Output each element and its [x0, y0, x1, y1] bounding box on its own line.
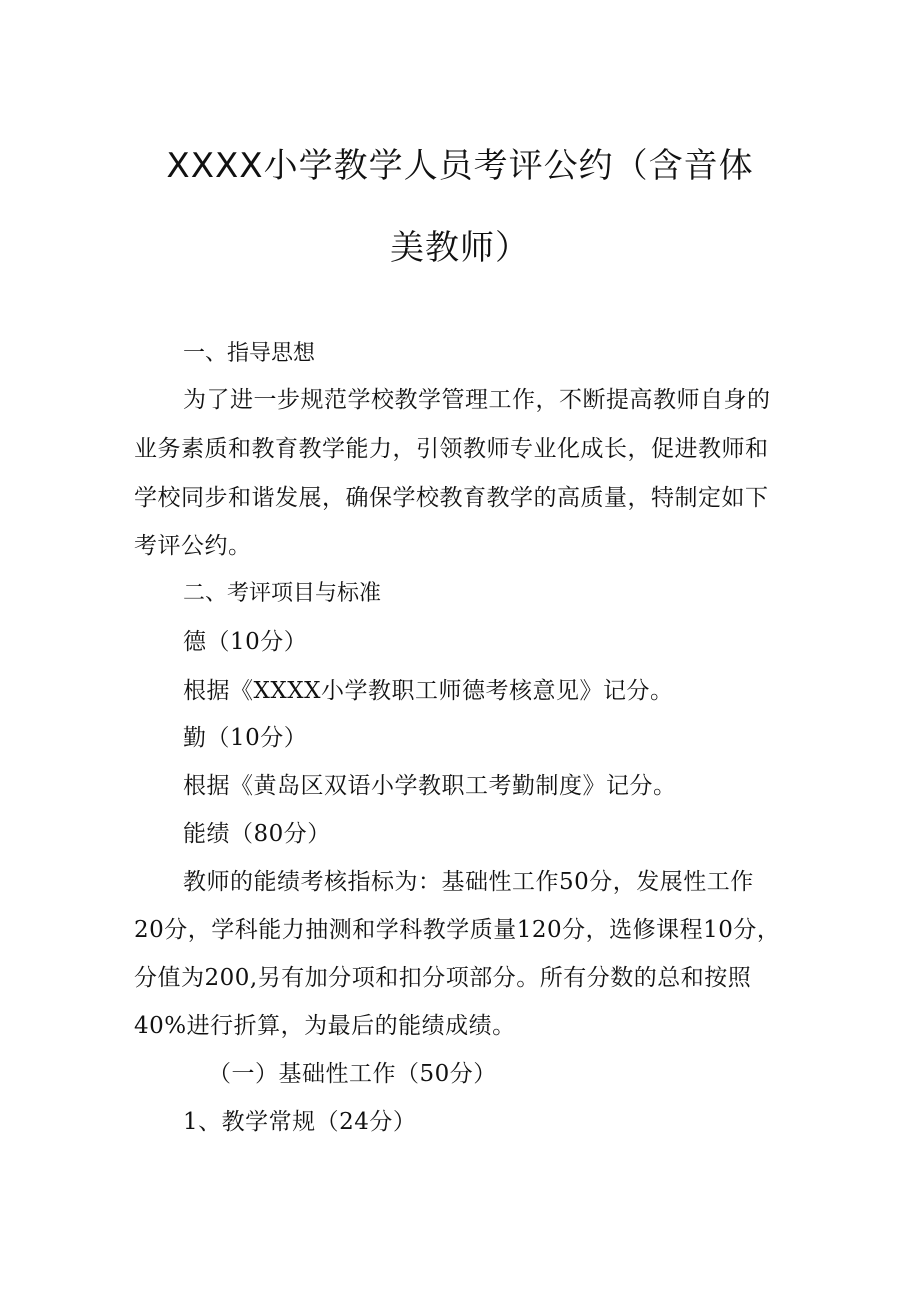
item-text-de: 根据《XXXX小学教职工师德考核意见》记分。: [183, 678, 674, 704]
item-label-de: 德（10分）: [183, 629, 308, 655]
document-title-line-2: 美教师）: [390, 228, 530, 268]
paragraph-line: 分值为200,另有加分项和扣分项部分。所有分数的总和按照: [134, 965, 752, 991]
document-title-line-1: XXXX小学教学人员考评公约（含音体: [166, 146, 754, 186]
paragraph-line: 40%进行折算，为最后的能绩成绩。: [134, 1013, 516, 1039]
paragraph-line: 为了进一步规范学校教学管理工作，不断提高教师自身的: [183, 387, 771, 413]
paragraph-line: 考评公约。: [134, 533, 252, 559]
subsection-basic-work: （一）基础性工作（50分）: [208, 1061, 497, 1087]
paragraph-line: 业务素质和教育教学能力，引领教师专业化成长，促进教师和: [134, 436, 769, 462]
paragraph-line: 教师的能绩考核指标为：基础性工作50分，发展性工作: [183, 869, 754, 895]
item-label-nengji: 能绩（80分）: [183, 821, 331, 847]
paragraph-line: 20分，学科能力抽测和学科教学质量120分，选修课程10分，: [134, 917, 781, 943]
section-heading-evaluation: 二、考评项目与标准: [183, 581, 382, 606]
section-heading-guide: 一、指导思想: [183, 341, 316, 366]
paragraph-line: 学校同步和谐发展，确保学校教育教学的高质量，特制定如下: [134, 485, 769, 511]
item-label-qin: 勤（10分）: [183, 725, 308, 751]
item-text-qin: 根据《黄岛区双语小学教职工考勤制度》记分。: [183, 773, 677, 799]
subsection-teaching-routine: 1、教学常规（24分）: [183, 1109, 417, 1135]
